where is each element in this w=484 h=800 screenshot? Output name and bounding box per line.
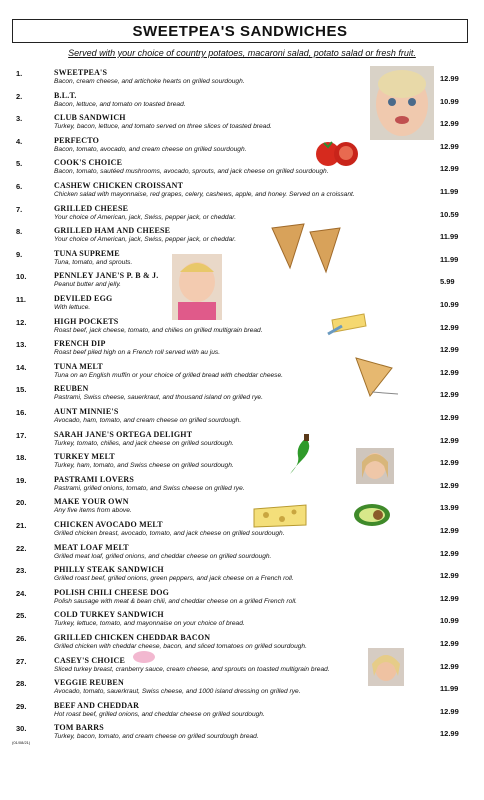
menu-item	[0, 544, 484, 564]
menu-item	[0, 611, 484, 631]
item-number: 20.	[16, 498, 27, 508]
menu-item	[0, 385, 484, 405]
item-number: 11.	[16, 295, 27, 304]
sandwich-halves-icon	[270, 222, 344, 274]
item-price: 12.99	[440, 480, 459, 490]
item-number: 4.	[16, 136, 23, 146]
menu-item	[0, 679, 484, 699]
item-price: 12.99	[440, 526, 459, 535]
item-number: 6.	[16, 182, 23, 191]
item-price: 12.99	[440, 141, 459, 151]
item-price: 12.99	[440, 706, 459, 716]
item-description: Pastrami, Swiss cheese, sauerkraut, and thousand island on grilled rye.	[54, 394, 263, 402]
menu-item	[0, 340, 484, 360]
item-description: Bacon, cream cheese, and artichoke hearts on grilled sourdough.	[54, 78, 245, 85]
item-number: 28.	[16, 679, 27, 689]
item-number: 1.	[16, 69, 23, 78]
item-name: BEEF AND CHEDDAR	[54, 700, 140, 710]
grilled-sandwich-icon	[352, 352, 400, 400]
item-name: PENNLEY JANE'S P. B & J.	[54, 271, 159, 281]
item-price: 12.99	[440, 164, 459, 174]
item-price: 12.99	[440, 435, 459, 445]
item-number: 7.	[16, 204, 23, 214]
menu-item	[0, 498, 484, 518]
item-price: 11.99	[440, 254, 459, 264]
item-number: 10.	[16, 272, 27, 282]
item-name: TURKEY MELT	[54, 452, 115, 462]
item-number: 21.	[16, 521, 27, 530]
item-description: Tuna, tomato, and sprouts.	[54, 258, 133, 266]
item-description: Turkey, bacon, tomato, and cream cheese on grilled sourdough bread.	[54, 733, 259, 741]
item-number: 18.	[16, 453, 27, 463]
item-name: GRILLED HAM AND CHEESE	[54, 226, 171, 236]
menu-item	[0, 566, 484, 586]
item-price: 11.99	[440, 232, 459, 242]
item-price: 13.99	[440, 503, 459, 513]
item-name: GRILLED CHICKEN CHEDDAR BACON	[54, 633, 211, 642]
menu-item	[0, 476, 484, 496]
item-price: 11.99	[440, 684, 459, 694]
item-name: PERFECTO	[54, 135, 100, 145]
item-number: 17.	[16, 430, 27, 440]
menu-item	[0, 702, 484, 722]
menu-code: (01/08/21)	[12, 740, 31, 745]
item-price: 12.99	[440, 571, 459, 581]
item-number: 16.	[16, 408, 27, 417]
menu-item	[0, 724, 484, 744]
item-name: TOM BARRS	[54, 723, 104, 733]
item-description: With lettuce.	[54, 304, 91, 311]
item-number: 8.	[16, 227, 23, 237]
woman-photo-2	[368, 648, 404, 686]
cheese-knife-icon	[326, 308, 372, 336]
item-name: CASEY'S CHOICE	[54, 655, 126, 665]
item-name: MEAT LOAF MELT	[54, 542, 129, 552]
menu-title-box	[12, 19, 468, 43]
menu-item	[0, 657, 484, 677]
item-name: TUNA MELT	[54, 361, 103, 371]
item-name: FRENCH DIP	[54, 339, 106, 349]
item-description: Hot roast beef, grilled onions, and cheddar cheese on grilled sourdough.	[54, 710, 265, 718]
menu-item	[0, 453, 484, 473]
item-price: 12.99	[440, 661, 459, 671]
menu-item	[0, 521, 484, 541]
item-description: Sliced turkey breast, cranberry sauce, cream cheese, and sprouts on toasted multigrain bread.	[54, 665, 330, 673]
item-description: Turkey, tomato, chilies, and jack cheese on grilled sourdough.	[54, 439, 234, 447]
item-description: Avocado, ham, tomato, and cream cheese on grilled sourdough.	[54, 417, 242, 424]
item-name: SARAH JANE'S ORTEGA DELIGHT	[54, 429, 193, 439]
item-description: Your choice of American, jack, Swiss, pepper jack, or cheddar.	[54, 213, 237, 221]
menu-item	[0, 589, 484, 609]
item-description: Chicken salad with mayonnaise, red grapes, celery, cashews, apple, and honey. Served on a croissant.	[54, 191, 355, 198]
menu-subtitle: Served with your choice of country potatoes, macaroni salad, potato salad or fresh fruit.	[68, 48, 416, 58]
item-description: Roast beef, jack cheese, tomato, and chilies on grilled multigrain bread.	[54, 326, 263, 334]
menu-item	[0, 634, 484, 654]
avocado-icon	[352, 500, 392, 530]
item-name: VEGGIE REUBEN	[54, 678, 124, 688]
item-price: 12.99	[440, 458, 459, 468]
item-price: 10.99	[440, 616, 459, 626]
item-description: Polish sausage with meat & bean chili, and cheddar cheese on a grilled French roll.	[54, 597, 298, 605]
item-description: Tuna on an English muffin or your choice of grilled bread with cheddar cheese.	[54, 371, 283, 379]
menu-item	[0, 363, 484, 383]
heart-badge-icon	[132, 650, 156, 664]
item-number: 30.	[16, 724, 27, 734]
menu-item	[0, 408, 484, 428]
item-name: COOK'S CHOICE	[54, 158, 123, 168]
menu-item	[0, 182, 484, 202]
menu-title: SWEETPEA'S SANDWICHES	[132, 22, 348, 40]
item-price: 12.99	[440, 367, 459, 377]
item-description: Bacon, tomato, sautéed mushrooms, avocado, sprouts, and jack cheese on grilled sourdough.	[54, 168, 329, 176]
item-name: TUNA SUPREME	[54, 248, 120, 258]
item-price: 12.99	[440, 593, 459, 603]
item-number: 22.	[16, 543, 27, 553]
swiss-cheese-icon	[250, 503, 310, 529]
item-description: Grilled roast beef, grilled onions, green peppers, and jack cheese on a French roll.	[54, 575, 294, 583]
chili-pepper-icon	[286, 434, 316, 476]
item-number: 3.	[16, 114, 23, 124]
item-number: 24.	[16, 588, 27, 598]
item-name: SWEETPEA'S	[54, 68, 108, 77]
item-name: CHICKEN AVOCADO MELT	[54, 520, 163, 529]
item-number: 13.	[16, 340, 27, 350]
item-description: Peanut butter and jelly.	[54, 281, 121, 289]
item-name: POLISH CHILI CHEESE DOG	[54, 587, 170, 597]
item-name: PASTRAMI LOVERS	[54, 474, 134, 484]
menu-item	[0, 272, 484, 292]
item-price: 12.99	[440, 639, 459, 648]
item-number: 25.	[16, 611, 27, 621]
item-number: 29.	[16, 701, 27, 711]
item-number: 9.	[16, 249, 23, 259]
item-description: Turkey, bacon, lettuce, and tomato served on three slices of toasted bread.	[54, 123, 272, 131]
item-number: 26.	[16, 634, 27, 643]
item-price: 12.99	[440, 322, 459, 332]
item-name: B.L.T.	[54, 90, 77, 100]
item-price: 5.99	[440, 277, 455, 287]
child-photo-1	[370, 66, 434, 140]
item-name: PHILLY STEAK SANDWICH	[54, 565, 164, 575]
menu-item	[0, 159, 484, 179]
item-description: Roast beef piled high on a French roll served with au jus.	[54, 349, 221, 357]
item-number: 2.	[16, 91, 23, 101]
item-price: 12.99	[440, 74, 459, 83]
item-number: 23.	[16, 566, 27, 576]
tomato-icon	[310, 138, 364, 168]
item-price: 12.99	[440, 345, 459, 355]
item-description: Grilled meat loaf, grilled onions, and cheddar cheese on grilled sourdough.	[54, 552, 272, 560]
child-photo-2	[172, 254, 222, 320]
item-price: 10.59	[440, 209, 459, 219]
item-name: HIGH POCKETS	[54, 316, 119, 326]
item-name: REUBEN	[54, 384, 89, 394]
item-price: 12.99	[440, 548, 459, 558]
item-number: 27.	[16, 656, 27, 666]
item-description: Grilled chicken breast, avocado, tomato, and jack cheese on grilled sourdough.	[54, 530, 285, 537]
item-name: MAKE YOUR OWN	[54, 497, 129, 507]
item-description: Bacon, tomato, avocado, and cream cheese on grilled sourdough.	[54, 145, 247, 153]
item-number: 19.	[16, 475, 27, 485]
item-name: COLD TURKEY SANDWICH	[54, 610, 164, 620]
item-name: GRILLED CHEESE	[54, 203, 129, 213]
item-price: 11.99	[440, 187, 459, 196]
item-description: Turkey, lettuce, tomato, and mayonnaise on your choice of bread.	[54, 620, 245, 628]
item-name: DEVILED EGG	[54, 294, 113, 303]
item-description: Turkey, ham, tomato, and Swiss cheese on grilled sourdough.	[54, 462, 234, 470]
item-name: AUNT MINNIE'S	[54, 407, 119, 416]
item-name: CLUB SANDWICH	[54, 113, 126, 123]
item-description: Any five items from above.	[54, 507, 132, 515]
item-description: Avocado, tomato, sauerkraut, Swiss cheese, and 1000 island dressing on grilled rye.	[54, 688, 301, 696]
item-name: CASHEW CHICKEN CROISSANT	[54, 181, 184, 190]
menu-item	[0, 295, 484, 315]
woman-photo-1	[356, 448, 394, 484]
item-price: 12.99	[440, 413, 459, 422]
item-number: 12.	[16, 317, 27, 327]
menu-item	[0, 205, 484, 225]
menu-item	[0, 227, 484, 247]
item-number: 15.	[16, 385, 27, 395]
item-price: 10.99	[440, 96, 459, 106]
menu-item	[0, 318, 484, 338]
item-price: 12.99	[440, 119, 459, 129]
item-description: Grilled chicken with cheddar cheese, bacon, and sliced tomatoes on grilled sourdough.	[54, 643, 307, 650]
menu-item	[0, 250, 484, 270]
item-price: 12.99	[440, 390, 459, 400]
item-price: 12.99	[440, 729, 459, 739]
item-description: Pastrami, grilled onions, tomato, and Swiss cheese on grilled rye.	[54, 484, 245, 492]
menu-item	[0, 431, 484, 451]
item-price: 10.99	[440, 300, 459, 309]
item-description: Bacon, lettuce, and tomato on toasted bread.	[54, 100, 186, 108]
item-number: 14.	[16, 362, 27, 372]
item-number: 5.	[16, 159, 23, 169]
item-description: Your choice of American, jack, Swiss, pepper jack, or cheddar.	[54, 236, 237, 244]
